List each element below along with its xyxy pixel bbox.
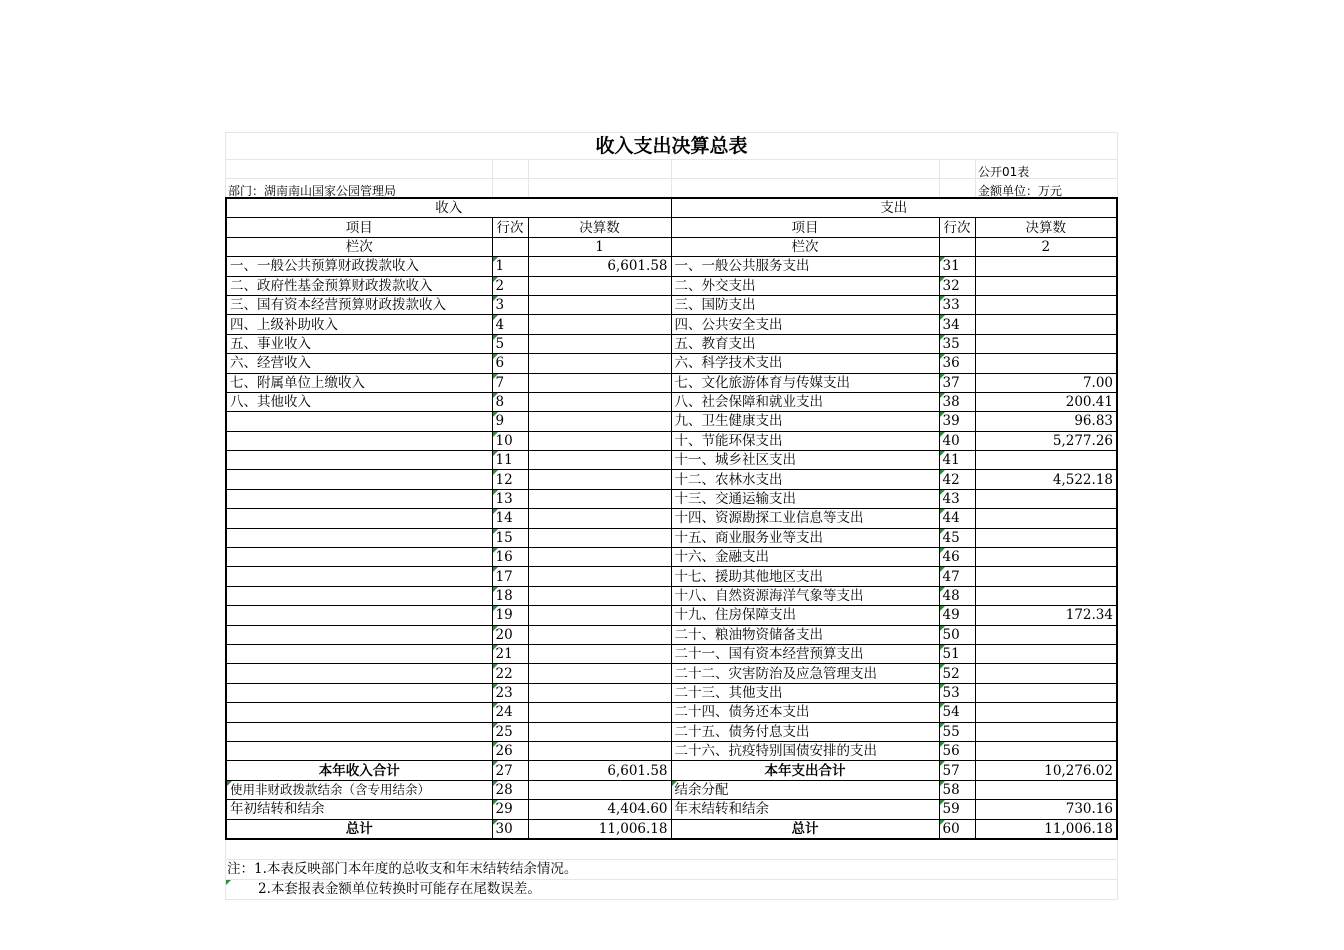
- expense-amount: [975, 625, 1117, 644]
- expense-item-header: 项目: [671, 218, 939, 237]
- income-row-number: 4: [492, 315, 528, 334]
- expense-row-number: 55: [939, 722, 975, 741]
- income-amount: [528, 567, 671, 586]
- column-header-row: [226, 218, 1117, 237]
- expense-row-number: 46: [939, 548, 975, 567]
- unit-label: 金额单位：万元: [978, 184, 1063, 198]
- income-item-header: 项目: [226, 218, 492, 237]
- expense-row-number: 40: [939, 431, 975, 450]
- end-carryover-rowno: 59: [939, 800, 975, 819]
- income-amount: [528, 295, 671, 314]
- income-row-number: 5: [492, 334, 528, 353]
- expense-amount: [975, 509, 1117, 528]
- report-sheet: [225, 132, 1118, 900]
- expense-row-number: 41: [939, 451, 975, 470]
- expense-amount: [975, 489, 1117, 508]
- expense-item: 十七、援助其他地区支出: [671, 567, 939, 586]
- expense-item: 二十四、债务还本支出: [671, 703, 939, 722]
- table-row: [226, 741, 1117, 760]
- income-amount: [528, 392, 671, 411]
- income-amount: [528, 644, 671, 663]
- total-expense-value: 10,276.02: [975, 761, 1117, 780]
- income-item: 七、附属单位上缴收入: [226, 373, 492, 392]
- column-label-row: [226, 237, 1117, 256]
- grand-total-income-rowno: 30: [492, 819, 528, 839]
- grand-total-expense-value: 11,006.18: [975, 819, 1117, 839]
- income-rowno-header: 行次: [492, 218, 528, 237]
- income-item: [226, 683, 492, 702]
- expense-item: 十四、资源勘探工业信息等支出: [671, 509, 939, 528]
- begin-carryover-rowno: 29: [492, 800, 528, 819]
- expense-amount: [975, 664, 1117, 683]
- expense-row-number: 37: [939, 373, 975, 392]
- expense-item: 十六、金融支出: [671, 548, 939, 567]
- income-item: [226, 470, 492, 489]
- table-row: [226, 703, 1117, 722]
- table-row: [226, 644, 1117, 663]
- income-item: 一、一般公共预算财政拨款收入: [226, 257, 492, 276]
- expense-item: 十二、农林水支出: [671, 470, 939, 489]
- surplus-distribution-rowno: 58: [939, 780, 975, 799]
- total-row: [226, 761, 1117, 780]
- income-amount: [528, 664, 671, 683]
- expense-amount: [975, 276, 1117, 295]
- income-row-number: 26: [492, 741, 528, 760]
- income-item: [226, 431, 492, 450]
- table-row: [226, 354, 1117, 373]
- income-row-number: 15: [492, 528, 528, 547]
- table-row: [226, 567, 1117, 586]
- table-row: [226, 489, 1117, 508]
- income-row-number: 19: [492, 606, 528, 625]
- income-amount: [528, 683, 671, 702]
- total-income-value: 6,601.58: [528, 761, 671, 780]
- expense-item: 十八、自然资源海洋气象等支出: [671, 586, 939, 605]
- table-row: [226, 470, 1117, 489]
- section-header-row: [226, 198, 1117, 218]
- expense-row-number: 32: [939, 276, 975, 295]
- income-header: 收入: [226, 198, 671, 218]
- expense-item: 四、公共安全支出: [671, 315, 939, 334]
- expense-row-number: 51: [939, 644, 975, 663]
- income-item: [226, 625, 492, 644]
- expense-row-number: 33: [939, 295, 975, 314]
- grand-total-expense-rowno: 60: [939, 819, 975, 839]
- income-amount: [528, 334, 671, 353]
- notes-section: [225, 840, 1118, 900]
- income-amount: [528, 625, 671, 644]
- income-amount: [528, 703, 671, 722]
- income-row-number: 3: [492, 295, 528, 314]
- income-column-blank: [492, 237, 528, 256]
- end-carryover-label: 年末结转和结余: [671, 800, 939, 819]
- form-number: 公开01表: [978, 165, 1030, 179]
- expense-row-number: 52: [939, 664, 975, 683]
- total-expense-rowno: 57: [939, 761, 975, 780]
- grand-total-expense-label: 总计: [671, 819, 939, 839]
- income-amount: [528, 741, 671, 760]
- table-row: [226, 528, 1117, 547]
- expense-row-number: 36: [939, 354, 975, 373]
- income-item: [226, 412, 492, 431]
- income-item: [226, 528, 492, 547]
- income-amount: [528, 489, 671, 508]
- expense-item: 二、外交支出: [671, 276, 939, 295]
- expense-item: 十三、交通运输支出: [671, 489, 939, 508]
- expense-amount: 96.83: [975, 412, 1117, 431]
- expense-item: 二十五、债务付息支出: [671, 722, 939, 741]
- table-row: [226, 548, 1117, 567]
- income-row-number: 6: [492, 354, 528, 373]
- expense-item: 七、文化旅游体育与传媒支出: [671, 373, 939, 392]
- budget-table: [225, 197, 1118, 840]
- table-row: [226, 334, 1117, 353]
- income-amount: [528, 315, 671, 334]
- income-amount: [528, 586, 671, 605]
- expense-row-number: 39: [939, 412, 975, 431]
- income-item: [226, 489, 492, 508]
- expense-header: 支出: [671, 198, 1117, 218]
- income-amount-header: 决算数: [528, 218, 671, 237]
- table-row: [226, 451, 1117, 470]
- total-income-rowno: 27: [492, 761, 528, 780]
- expense-row-number: 45: [939, 528, 975, 547]
- expense-amount-header: 决算数: [975, 218, 1117, 237]
- table-row: [226, 412, 1117, 431]
- expense-row-number: 43: [939, 489, 975, 508]
- income-row-number: 24: [492, 703, 528, 722]
- table-row: [226, 606, 1117, 625]
- income-item: 四、上级补助收入: [226, 315, 492, 334]
- grand-total-income-label: 总计: [226, 819, 492, 839]
- nonfiscal-rowno: 28: [492, 780, 528, 799]
- note-line-2: 2.本套报表金额单位转换时可能存在尾数误差。: [226, 880, 1117, 899]
- income-item: [226, 722, 492, 741]
- income-item: [226, 509, 492, 528]
- expense-amount: [975, 315, 1117, 334]
- income-amount: [528, 528, 671, 547]
- table-row: [226, 586, 1117, 605]
- note-line-1: 注：1.本表反映部门本年度的总收支和年末结转结余情况。: [226, 860, 1117, 880]
- expense-amount: [975, 295, 1117, 314]
- expense-amount: [975, 683, 1117, 702]
- income-row-number: 22: [492, 664, 528, 683]
- expense-item: 六、科学技术支出: [671, 354, 939, 373]
- expense-column-label: 栏次: [671, 237, 939, 256]
- expense-item: 八、社会保障和就业支出: [671, 392, 939, 411]
- income-item: [226, 741, 492, 760]
- report-title: 收入支出决算总表: [225, 132, 1118, 159]
- expense-row-number: 38: [939, 392, 975, 411]
- begin-carryover-label: 年初结转和结余: [226, 800, 492, 819]
- expense-item: 二十二、灾害防治及应急管理支出: [671, 664, 939, 683]
- begin-carryover-value: 4,404.60: [528, 800, 671, 819]
- expense-item: 三、国防支出: [671, 295, 939, 314]
- expense-row-number: 56: [939, 741, 975, 760]
- income-item: [226, 548, 492, 567]
- expense-item: 二十、粮油物资储备支出: [671, 625, 939, 644]
- income-row-number: 18: [492, 586, 528, 605]
- income-item: 三、国有资本经营预算财政拨款收入: [226, 295, 492, 314]
- income-amount: [528, 509, 671, 528]
- income-amount: [528, 431, 671, 450]
- income-amount: [528, 412, 671, 431]
- expense-row-number: 42: [939, 470, 975, 489]
- expense-amount: [975, 586, 1117, 605]
- nonfiscal-value: [528, 780, 671, 799]
- income-item: [226, 586, 492, 605]
- income-amount: 6,601.58: [528, 257, 671, 276]
- expense-item: 九、卫生健康支出: [671, 412, 939, 431]
- table-row: [226, 276, 1117, 295]
- expense-row-number: 48: [939, 586, 975, 605]
- expense-row-number: 50: [939, 625, 975, 644]
- income-item: 八、其他收入: [226, 392, 492, 411]
- expense-item: 五、教育支出: [671, 334, 939, 353]
- expense-item: 二十三、其他支出: [671, 683, 939, 702]
- carryover-row: [226, 800, 1117, 819]
- table-row: [226, 373, 1117, 392]
- income-amount: [528, 722, 671, 741]
- surplus-distribution-value: [975, 780, 1117, 799]
- expense-rowno-header: 行次: [939, 218, 975, 237]
- income-row-number: 2: [492, 276, 528, 295]
- table-row: [226, 722, 1117, 741]
- expense-row-number: 47: [939, 567, 975, 586]
- table-row: [226, 683, 1117, 702]
- income-item: 二、政府性基金预算财政拨款收入: [226, 276, 492, 295]
- expense-item: 十九、住房保障支出: [671, 606, 939, 625]
- expense-item: 一、一般公共服务支出: [671, 257, 939, 276]
- expense-amount: 4,522.18: [975, 470, 1117, 489]
- income-row-number: 8: [492, 392, 528, 411]
- expense-row-number: 54: [939, 703, 975, 722]
- expense-row-number: 49: [939, 606, 975, 625]
- total-expense-label: 本年支出合计: [671, 761, 939, 780]
- income-amount: [528, 276, 671, 295]
- income-row-number: 7: [492, 373, 528, 392]
- table-row: [226, 315, 1117, 334]
- table-row: [226, 392, 1117, 411]
- income-item: [226, 644, 492, 663]
- expense-amount: [975, 644, 1117, 663]
- expense-row-number: 53: [939, 683, 975, 702]
- expense-row-number: 44: [939, 509, 975, 528]
- expense-amount: [975, 567, 1117, 586]
- expense-amount: [975, 257, 1117, 276]
- income-row-number: 1: [492, 257, 528, 276]
- expense-item: 二十六、抗疫特别国债安排的支出: [671, 741, 939, 760]
- grand-total-income-value: 11,006.18: [528, 819, 671, 839]
- expense-amount: [975, 741, 1117, 760]
- income-row-number: 14: [492, 509, 528, 528]
- income-item: [226, 664, 492, 683]
- income-row-number: 25: [492, 722, 528, 741]
- income-row-number: 23: [492, 683, 528, 702]
- nonfiscal-label: 使用非财政拨款结余（含专用结余）: [226, 780, 492, 799]
- income-row-number: 11: [492, 451, 528, 470]
- expense-amount: [975, 722, 1117, 741]
- expense-item: 十一、城乡社区支出: [671, 451, 939, 470]
- table-row: [226, 257, 1117, 276]
- expense-column-number: 2: [975, 237, 1117, 256]
- income-row-number: 16: [492, 548, 528, 567]
- expense-column-blank: [939, 237, 975, 256]
- income-amount: [528, 606, 671, 625]
- expense-amount: [975, 334, 1117, 353]
- income-row-number: 20: [492, 625, 528, 644]
- expense-amount: [975, 528, 1117, 547]
- expense-amount: 200.41: [975, 392, 1117, 411]
- income-item: [226, 606, 492, 625]
- income-item: [226, 451, 492, 470]
- expense-item: 十五、商业服务业等支出: [671, 528, 939, 547]
- expense-amount: [975, 548, 1117, 567]
- income-row-number: 10: [492, 431, 528, 450]
- income-amount: [528, 373, 671, 392]
- end-carryover-value: 730.16: [975, 800, 1117, 819]
- income-item: [226, 703, 492, 722]
- expense-item: 十、节能环保支出: [671, 431, 939, 450]
- income-item: [226, 567, 492, 586]
- income-row-number: 9: [492, 412, 528, 431]
- table-row: [226, 295, 1117, 314]
- income-column-label: 栏次: [226, 237, 492, 256]
- table-row: [226, 431, 1117, 450]
- expense-amount: [975, 354, 1117, 373]
- income-row-number: 21: [492, 644, 528, 663]
- expense-amount: 172.34: [975, 606, 1117, 625]
- expense-amount: 5,277.26: [975, 431, 1117, 450]
- expense-row-number: 34: [939, 315, 975, 334]
- income-item: 六、经营收入: [226, 354, 492, 373]
- income-row-number: 17: [492, 567, 528, 586]
- nonfiscal-row: [226, 780, 1117, 799]
- table-row: [226, 509, 1117, 528]
- expense-amount: [975, 451, 1117, 470]
- income-amount: [528, 470, 671, 489]
- report-meta: [225, 159, 1118, 197]
- income-column-number: 1: [528, 237, 671, 256]
- income-amount: [528, 451, 671, 470]
- table-row: [226, 664, 1117, 683]
- expense-amount: 7.00: [975, 373, 1117, 392]
- expense-item: 二十一、国有资本经营预算支出: [671, 644, 939, 663]
- expense-row-number: 31: [939, 257, 975, 276]
- notes-spacer: [226, 840, 1117, 860]
- income-amount: [528, 548, 671, 567]
- income-amount: [528, 354, 671, 373]
- income-row-number: 12: [492, 470, 528, 489]
- total-income-label: 本年收入合计: [226, 761, 492, 780]
- income-item: 五、事业收入: [226, 334, 492, 353]
- department-label: 部门：湖南南山国家公园管理局: [228, 184, 397, 198]
- table-row: [226, 625, 1117, 644]
- income-row-number: 13: [492, 489, 528, 508]
- expense-row-number: 35: [939, 334, 975, 353]
- grand-total-row: [226, 819, 1117, 839]
- expense-amount: [975, 703, 1117, 722]
- surplus-distribution-label: 结余分配: [671, 780, 939, 799]
